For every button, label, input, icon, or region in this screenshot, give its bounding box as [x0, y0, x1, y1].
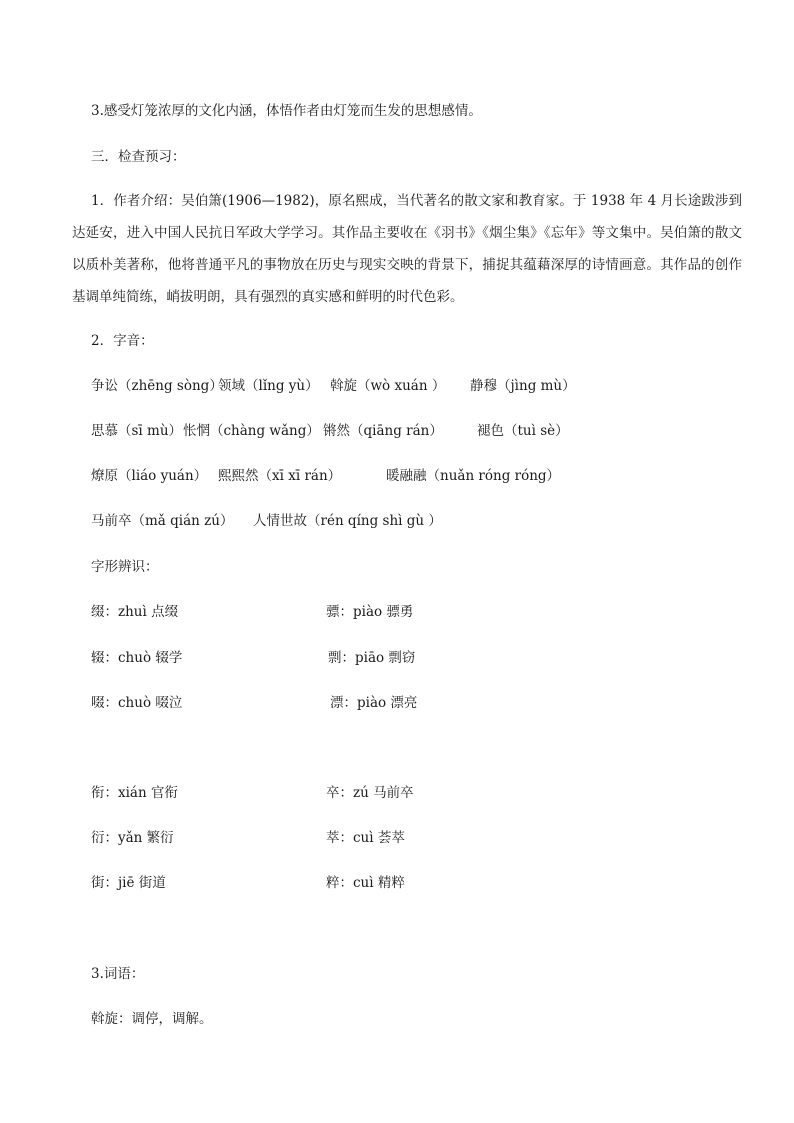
char-form-item: 缀：zhuì 点缀 — [91, 604, 179, 620]
pronunciation-item: 燎原（liáo yuán） — [91, 468, 208, 484]
pronunciation-item: 暖融融（nuǎn róng róng） — [386, 468, 561, 484]
pronunciation-item: 争讼（zhēng sòng） — [91, 378, 223, 394]
vocabulary-item: 斡旋：调停，调解。 — [91, 1011, 213, 1027]
pronunciation-heading: 2．字音： — [91, 333, 154, 349]
vocabulary-heading: 3.词语： — [91, 966, 145, 982]
char-form-item: 萃：cuì 荟萃 — [326, 830, 405, 846]
learning-goal-3: 3.感受灯笼浓厚的文化内涵，体悟作者由灯笼而生发的思想感情。 — [91, 103, 482, 119]
pronunciation-item: 人情世故（rén qíng shì gù ） — [253, 513, 442, 529]
char-form-item: 粹：cuì 精粹 — [326, 875, 405, 891]
pronunciation-item: 静穆（jìng mù） — [470, 378, 576, 394]
char-form-item: 骠：piào 骠勇 — [326, 604, 414, 620]
author-introduction: 1．作者介绍：吴伯箫(1906—1982)，原名熙成，当代著名的散文家和教育家。于 1938 年 4 月长途跋涉到达延安，进入中国人民抗日军政大学学习。其作品主要收在《羽书》《烟尘集》《忘年》等文集中。吴伯箫的散文以质朴美著称，他将普通平凡的事物放在历史与现实交映的背景下，捕捉其蕴藉深厚的诗情画意。其作品的创作基调单纯简练，峭拔明朗，具有强烈的真实感和鲜明的时代色彩。 — [72, 193, 742, 305]
pronunciation-item: 思慕（sī mù） — [91, 423, 183, 439]
char-form-item: 啜：chuò 啜泣 — [91, 695, 183, 711]
pronunciation-item: 马前卒（mǎ qián zú） — [91, 513, 234, 529]
char-form-heading: 字形辨识： — [91, 559, 159, 575]
char-form-item: 卒：zú 马前卒 — [326, 785, 414, 801]
pronunciation-item: 怅惘（chàng wǎng） — [183, 423, 320, 439]
char-form-item: 漂：piào 漂亮 — [330, 695, 418, 711]
pronunciation-item: 锵然（qiāng rán） — [323, 423, 443, 439]
pronunciation-item: 领域（lǐng yù） — [218, 378, 319, 394]
char-form-item: 衔：xián 官衔 — [91, 785, 178, 801]
section-heading-preview: 三．检查预习： — [91, 149, 186, 165]
char-form-item: 剽：piāo 剽窃 — [328, 650, 416, 666]
char-form-item: 辍：chuò 辍学 — [91, 650, 183, 666]
pronunciation-item: 褪色（tuì sè） — [477, 423, 569, 439]
char-form-item: 街：jiē 街道 — [91, 875, 166, 891]
char-form-item: 衍：yǎn 繁衍 — [91, 830, 174, 846]
pronunciation-item: 斡旋（wò xuán ） — [330, 378, 446, 394]
pronunciation-item: 熙熙然（xī xī rán） — [218, 468, 342, 484]
